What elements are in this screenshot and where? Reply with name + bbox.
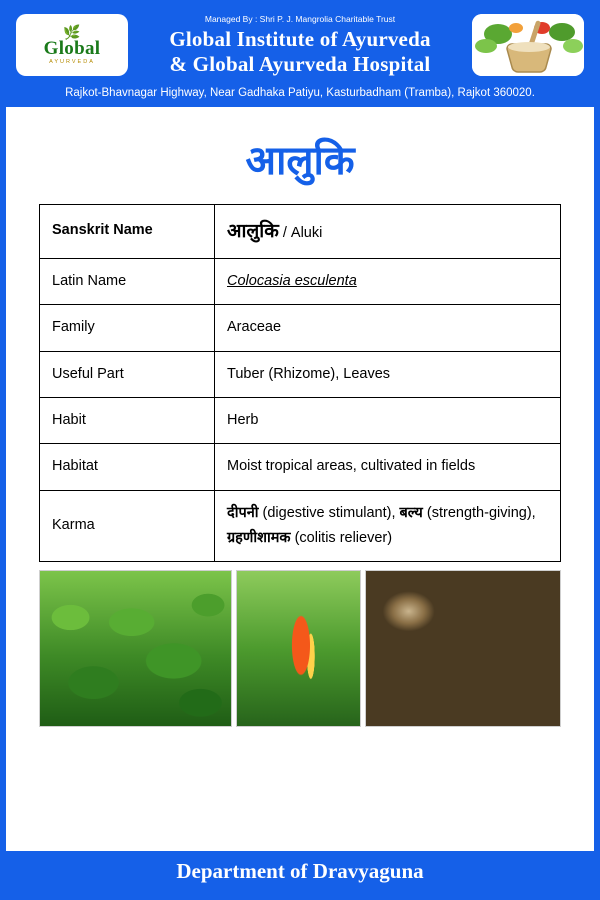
row-value-karma <box>215 490 561 562</box>
info-table-wrap <box>6 204 594 563</box>
mortar-pestle-herbs-image <box>472 14 584 76</box>
photo-strip <box>6 562 594 727</box>
taro-tubers-photo <box>365 570 561 727</box>
row-key-habit: Habit <box>40 397 215 443</box>
taro-leaves-photo <box>39 570 232 727</box>
karma-meaning-1: (digestive stimulant), <box>258 504 400 521</box>
table-row <box>40 444 561 490</box>
sanskrit-name-translit: / Aluki <box>278 224 323 241</box>
header-row <box>16 14 584 77</box>
row-value-habit: Herb <box>215 397 561 443</box>
row-key-useful-part: Useful Part <box>40 351 215 397</box>
table-row <box>40 305 561 351</box>
table-row <box>40 204 561 258</box>
row-key-family: Family <box>40 305 215 351</box>
mortar-pestle-icon <box>472 14 584 76</box>
karma-term-1: दीपनी <box>227 504 259 521</box>
karma-meaning-2: (strength-giving), <box>422 504 536 521</box>
institute-logo <box>16 14 128 76</box>
institute-name <box>140 27 460 77</box>
managed-by-text: Managed By : Shri P. J. Mangrolia Charitable Trust <box>204 14 396 24</box>
sanskrit-name-devanagari: आलुकि <box>227 220 279 242</box>
header-center <box>136 14 464 77</box>
row-value-habitat: Moist tropical areas, cultivated in fields <box>215 444 561 490</box>
table-row <box>40 397 561 443</box>
table-row <box>40 490 561 562</box>
row-value-useful-part: Tuber (Rhizome), Leaves <box>215 351 561 397</box>
plant-info-table <box>39 204 561 563</box>
institute-name-line2: & Global Ayurveda Hospital <box>169 51 431 76</box>
karma-term-3: ग्रहणीशामक <box>227 530 291 547</box>
poster-header <box>6 6 594 83</box>
logo-wordmark: Global <box>43 38 101 60</box>
row-key-latin-name: Latin Name <box>40 258 215 304</box>
institute-name-line1: Global Institute of Ayurveda <box>169 27 431 51</box>
table-row <box>40 258 561 304</box>
row-key-sanskrit-name: Sanskrit Name <box>40 204 215 258</box>
row-value-sanskrit-name <box>215 204 561 258</box>
row-value-family: Araceae <box>215 305 561 351</box>
leaf-icon: 🌿 <box>63 24 81 41</box>
logo-subtext: AYURVEDA <box>49 59 95 66</box>
institute-address: Rajkot-Bhavnagar Highway, Near Gadhaka Patiyu, Kasturbadham (Tramba), Rajkot 360020. <box>6 83 594 109</box>
table-row <box>40 351 561 397</box>
page-title: आलुकि <box>245 138 355 183</box>
taro-flower-photo <box>236 570 361 727</box>
row-key-karma: Karma <box>40 490 215 562</box>
row-key-habitat: Habitat <box>40 444 215 490</box>
department-footer: Department of Dravyaguna <box>6 848 594 894</box>
row-value-latin-name <box>215 258 561 304</box>
karma-meaning-3: (colitis reliever) <box>290 530 393 547</box>
plant-info-table-body <box>40 204 561 562</box>
karma-term-2: बल्य <box>399 504 423 521</box>
latin-name-text: Colocasia esculenta <box>227 272 357 289</box>
